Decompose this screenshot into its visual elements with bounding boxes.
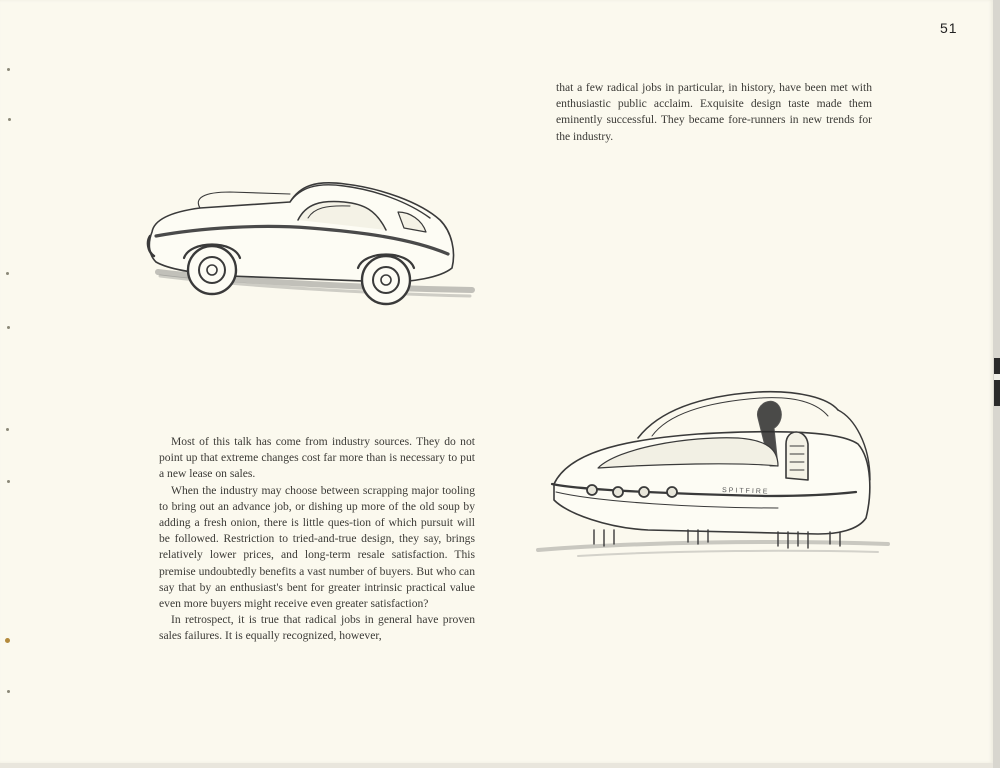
margin-mark [5,638,10,643]
futuristic-car-sketch-icon [538,384,898,564]
paragraph-3: In retrospect, it is true that radical jobs in general have proven sales failures. It is equally recognized, however, [159,613,475,643]
margin-mark [6,428,9,431]
margin-mark [7,690,10,693]
paragraph-1: Most of this talk has come from industry sources. They do not point up that extreme changes cost far more than is necessary to put a new lease on sales. [159,435,475,481]
margin-mark [8,118,11,121]
paragraph-2: When the industry may choose between scrapping major tooling to bring out an advance job, or dishing up more of the old soup by adding a fresh onion, there is little ques-tion of which pursuit will be followed. Restriction to tried-and-true design, they say, brings relatively lower prices, and long-term resale satisfaction. This premise undoubtedly benefits a vast number of buyers. But who can say that by an enthusiast's bent for greater intrinsic practical value even more buyers might receive even greater satisfaction? [159,483,475,611]
car-side-lettering: SPITFIRE [721,487,770,496]
page-number: 51 [940,20,958,36]
page-edge-mark [994,358,1000,406]
page-edge-mark [994,374,1000,380]
sports-coupe-sketch-icon [140,172,480,312]
top-right-paragraph-text: that a few radical jobs in particular, in history, have been met with enthusiastic public acclaim. Exquisite design taste made them eminently successful. They became fore-runners in new trends for the industry. [556,81,872,143]
margin-mark [6,272,9,275]
top-right-paragraph [556,80,872,145]
left-column-text [159,434,475,645]
margin-mark [7,480,10,483]
margin-mark [7,68,10,71]
margin-mark [7,326,10,329]
